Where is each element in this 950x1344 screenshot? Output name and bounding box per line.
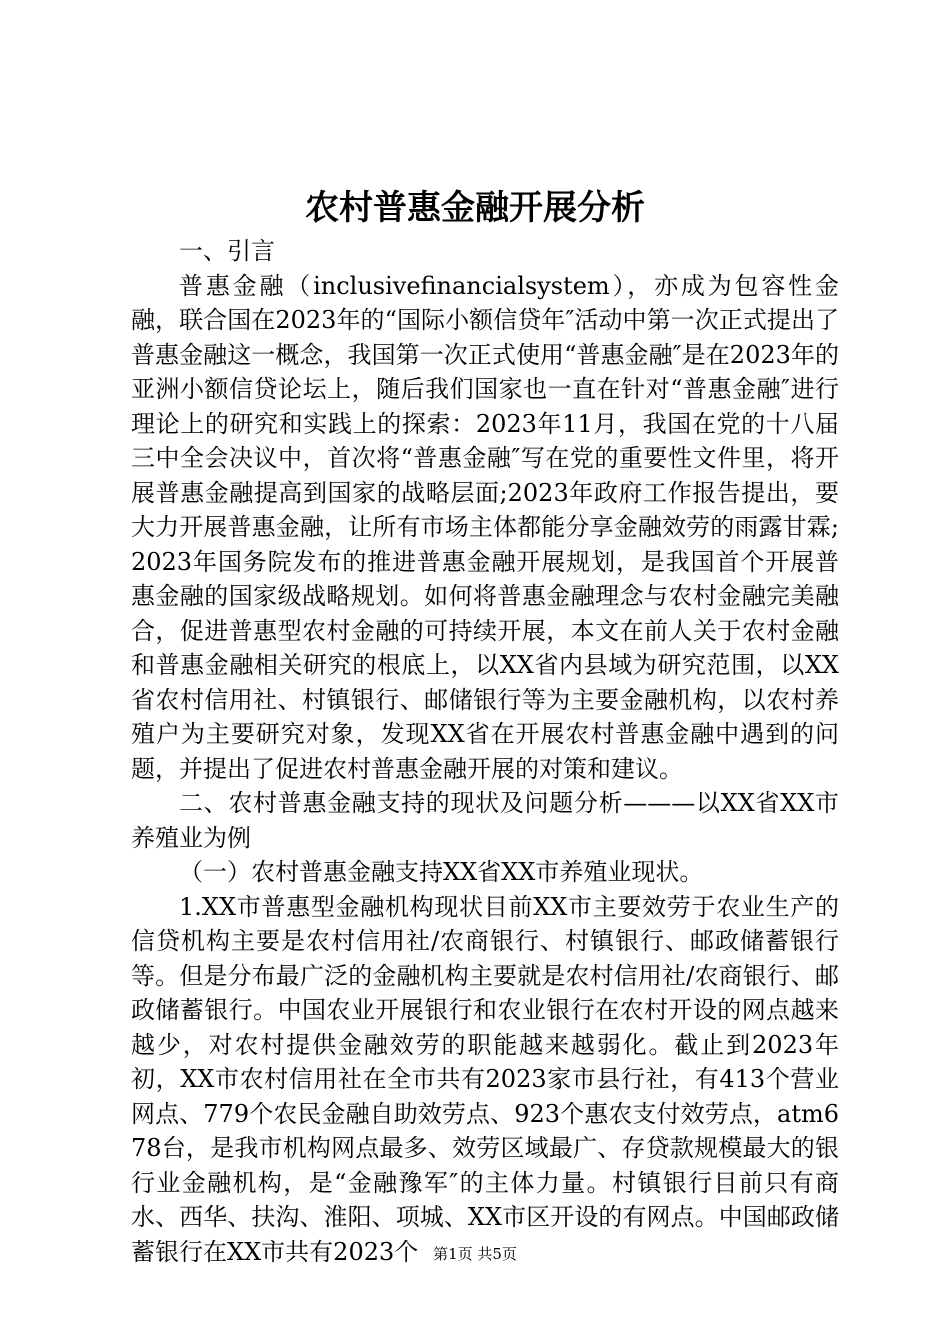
document-body bbox=[131, 234, 839, 1269]
section-heading-introduction: 一、引言 bbox=[179, 237, 275, 265]
paragraph-introduction: 普惠金融（inclusivefinancialsystem），亦成为包容性金融，联合国在2023年的“国际小额信贷年″活动中第一次正式提出了普惠金融这一概念，我国第一次正式使用“普惠金融″是在2023年的亚洲小额信贷论坛上，随后我们国家也一直在针对“普惠金融″进行理论上的研究和实践上的探索：2023年11月，我国在党的十八届三中全会决议中，首次将“普惠金融″写在党的重要性文件里，将开展普惠金融提高到国家的战略层面;2023年政府工作报告提出，要大力开展普惠金融，让所有市场主体都能分享金融效劳的雨露甘霖;2023年国务院发布的推进普惠金融开展规划，是我国首个开展普惠金融的国家级战略规划。如何将普惠金融理念与农村金融完美融合，促进普惠型农村金融的可持续开展，本文在前人关于农村金融和普惠金融相关研究的根底上，以XX省内县域为研究范围，以XX省农村信用社、村镇银行、邮储银行等为主要金融机构，以农村养殖户为主要研究对象，发现XX省在开展农村普惠金融中遇到的问题，并提出了促进农村普惠金融开展的对策和建议。 bbox=[131, 271, 839, 783]
subsection-heading-current-status: （一）农村普惠金融支持XX省XX市养殖业现状。 bbox=[179, 858, 704, 886]
section-heading-status-analysis: 二、农村普惠金融支持的现状及问题分析———以XX省XX市养殖业为例 bbox=[131, 789, 839, 852]
page-number-footer: 第1页 共5页 bbox=[433, 1245, 517, 1263]
document-title: 农村普惠金融开展分析 bbox=[305, 188, 645, 228]
paragraph-financial-institutions: 1.XX市普惠型金融机构现状目前XX市主要效劳于农业生产的信贷机构主要是农村信用社/农商银行、村镇银行、邮政储蓄银行等。但是分布最广泛的金融机构主要就是农村信用社/农商银行、邮政储蓄银行。中国农业开展银行和农业银行在农村开设的网点越来越少，对农村提供金融效劳的职能越来越弱化。截止到2023年初，XX市农村信用社在全市共有2023家市县行社，有413个营业网点、779个农民金融自助效劳点、923个惠农支付效劳点，atm678台，是我市机构网点最多、效劳区域最广、存贷款规模最大的银行业金融机构，是“金融豫军″的主体力量。村镇银行目前只有商水、西华、扶沟、淮阳、项城、XX市区开设的有网点。中国邮政储蓄银行在XX市共有2023个 bbox=[131, 892, 839, 1266]
